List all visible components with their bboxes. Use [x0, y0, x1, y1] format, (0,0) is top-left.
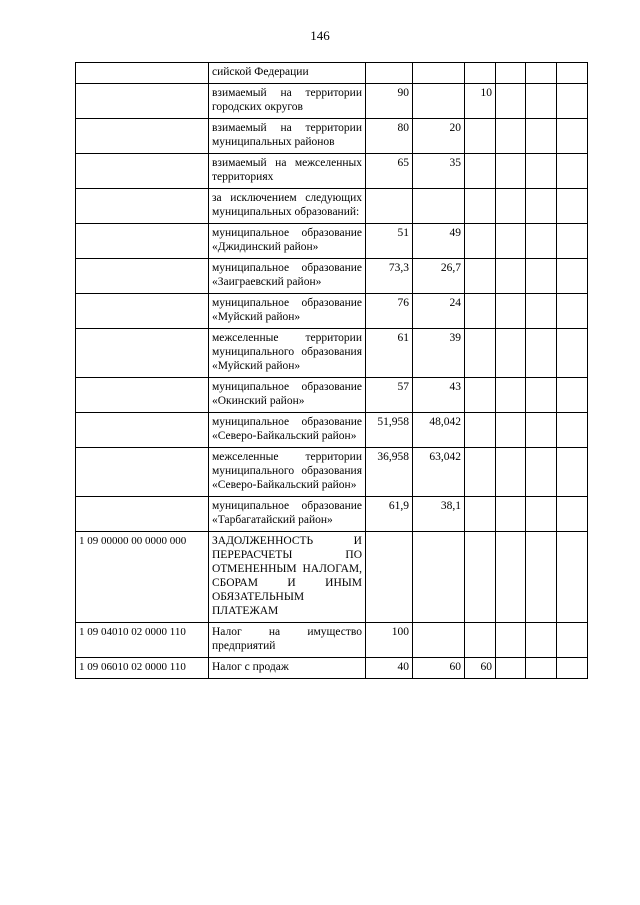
percent-cell	[526, 497, 557, 532]
table-row	[76, 413, 588, 448]
percent-cell	[557, 259, 588, 294]
revenue-name-cell: муниципальное образование «Северо-Байкальский район»	[209, 413, 366, 448]
percent-cell	[413, 189, 465, 224]
percent-cell	[557, 413, 588, 448]
revenue-name-cell: взимаемый на межселенных территориях	[209, 154, 366, 189]
percent-cell	[526, 154, 557, 189]
percent-cell	[366, 63, 413, 84]
percent-cell: 48,042	[413, 413, 465, 448]
percent-cell	[465, 259, 496, 294]
percent-cell	[496, 532, 526, 623]
table-row	[76, 294, 588, 329]
budget-code-cell	[76, 329, 209, 378]
percent-cell: 10	[465, 84, 496, 119]
percent-cell	[526, 448, 557, 497]
percent-cell	[465, 329, 496, 378]
percent-cell	[557, 119, 588, 154]
budget-code-cell	[76, 497, 209, 532]
percent-cell	[413, 532, 465, 623]
percent-cell: 24	[413, 294, 465, 329]
table-body	[76, 63, 588, 679]
percent-cell	[526, 623, 557, 658]
percent-cell	[557, 658, 588, 679]
percent-cell: 100	[366, 623, 413, 658]
percent-cell	[526, 224, 557, 259]
percent-cell	[496, 448, 526, 497]
percent-cell: 35	[413, 154, 465, 189]
percent-cell	[557, 84, 588, 119]
percent-cell: 60	[465, 658, 496, 679]
percent-cell	[526, 532, 557, 623]
revenue-name-cell: муниципальное образование «Тарбагатайский район»	[209, 497, 366, 532]
percent-cell	[465, 154, 496, 189]
revenue-name-cell: за исключением следующих муниципальных образований:	[209, 189, 366, 224]
percent-cell: 38,1	[413, 497, 465, 532]
percent-cell	[413, 623, 465, 658]
revenue-name-cell: муниципальное образование «Муйский район»	[209, 294, 366, 329]
percent-cell	[496, 259, 526, 294]
percent-cell	[526, 189, 557, 224]
percent-cell	[496, 413, 526, 448]
percent-cell	[557, 329, 588, 378]
percent-cell	[496, 658, 526, 679]
table-row	[76, 448, 588, 497]
percent-cell	[557, 63, 588, 84]
percent-cell	[465, 189, 496, 224]
percent-cell	[496, 119, 526, 154]
percent-cell	[557, 623, 588, 658]
percent-cell: 90	[366, 84, 413, 119]
percent-cell	[496, 224, 526, 259]
percent-cell	[465, 63, 496, 84]
table-row	[76, 224, 588, 259]
revenue-name-cell: муниципальное образование «Окинский район»	[209, 378, 366, 413]
percent-cell	[496, 623, 526, 658]
revenue-name-cell: взимаемый на территории муниципальных районов	[209, 119, 366, 154]
percent-cell	[557, 154, 588, 189]
percent-cell: 63,042	[413, 448, 465, 497]
percent-cell	[496, 154, 526, 189]
percent-cell	[465, 497, 496, 532]
percent-cell: 51,958	[366, 413, 413, 448]
percent-cell: 80	[366, 119, 413, 154]
percent-cell: 57	[366, 378, 413, 413]
percent-cell	[496, 294, 526, 329]
table-row	[76, 154, 588, 189]
budget-code-cell	[76, 448, 209, 497]
revenue-name-cell: ЗАДОЛЖЕННОСТЬ И ПЕРЕРАСЧЕТЫ ПО ОТМЕНЕННЫМ НАЛОГАМ, СБОРАМ И ИНЫМ ОБЯЗАТЕЛЬНЫМ ПЛАТЕЖАМ	[209, 532, 366, 623]
table-row	[76, 532, 588, 623]
percent-cell	[465, 413, 496, 448]
percent-cell: 61	[366, 329, 413, 378]
percent-cell	[526, 119, 557, 154]
percent-cell	[496, 497, 526, 532]
percent-cell	[557, 294, 588, 329]
table-row	[76, 259, 588, 294]
percent-cell	[526, 658, 557, 679]
percent-cell	[526, 294, 557, 329]
percent-cell	[557, 448, 588, 497]
percent-cell	[557, 224, 588, 259]
percent-cell	[557, 497, 588, 532]
percent-cell: 49	[413, 224, 465, 259]
percent-cell	[465, 119, 496, 154]
revenue-name-cell: межселенные территории муниципального образования «Северо-Байкальский район»	[209, 448, 366, 497]
percent-cell	[465, 623, 496, 658]
percent-cell	[413, 63, 465, 84]
percent-cell: 76	[366, 294, 413, 329]
budget-code-cell: 1 09 00000 00 0000 000	[76, 532, 209, 623]
percent-cell	[413, 84, 465, 119]
budget-code-cell: 1 09 04010 02 0000 110	[76, 623, 209, 658]
percent-cell: 43	[413, 378, 465, 413]
table-row	[76, 623, 588, 658]
percent-cell: 51	[366, 224, 413, 259]
percent-cell	[496, 378, 526, 413]
table-row	[76, 119, 588, 154]
table-row	[76, 378, 588, 413]
percent-cell	[496, 329, 526, 378]
revenue-name-cell: межселенные территории муниципального образования «Муйский район»	[209, 329, 366, 378]
revenue-name-cell: муниципальное образование «Заиграевский район»	[209, 259, 366, 294]
percent-cell: 36,958	[366, 448, 413, 497]
percent-cell	[465, 532, 496, 623]
revenue-distribution-table	[75, 62, 588, 679]
percent-cell	[465, 224, 496, 259]
table-row	[76, 189, 588, 224]
percent-cell	[496, 63, 526, 84]
budget-code-cell: 1 09 06010 02 0000 110	[76, 658, 209, 679]
table-row	[76, 658, 588, 679]
budget-code-cell	[76, 84, 209, 119]
revenue-name-cell: сийской Федерации	[209, 63, 366, 84]
budget-code-cell	[76, 63, 209, 84]
percent-cell: 60	[413, 658, 465, 679]
page-number: 146	[310, 28, 330, 43]
percent-cell	[465, 378, 496, 413]
budget-code-cell	[76, 413, 209, 448]
percent-cell	[526, 329, 557, 378]
percent-cell: 39	[413, 329, 465, 378]
revenue-name-cell: муниципальное образование «Джидинский район»	[209, 224, 366, 259]
percent-cell: 20	[413, 119, 465, 154]
revenue-name-cell: взимаемый на территории городских округов	[209, 84, 366, 119]
percent-cell	[526, 378, 557, 413]
percent-cell	[465, 294, 496, 329]
budget-code-cell	[76, 119, 209, 154]
percent-cell	[366, 189, 413, 224]
percent-cell: 26,7	[413, 259, 465, 294]
percent-cell: 61,9	[366, 497, 413, 532]
budget-code-cell	[76, 189, 209, 224]
table-row	[76, 497, 588, 532]
percent-cell	[526, 63, 557, 84]
budget-code-cell	[76, 224, 209, 259]
percent-cell	[496, 189, 526, 224]
budget-code-cell	[76, 378, 209, 413]
revenue-name-cell: Налог на имущество предприятий	[209, 623, 366, 658]
percent-cell: 73,3	[366, 259, 413, 294]
percent-cell	[526, 84, 557, 119]
percent-cell	[366, 532, 413, 623]
percent-cell	[496, 84, 526, 119]
percent-cell	[465, 448, 496, 497]
revenue-name-cell: Налог с продаж	[209, 658, 366, 679]
percent-cell	[526, 413, 557, 448]
table-row	[76, 329, 588, 378]
table-row	[76, 63, 588, 84]
percent-cell: 65	[366, 154, 413, 189]
budget-code-cell	[76, 154, 209, 189]
budget-code-cell	[76, 294, 209, 329]
budget-code-cell	[76, 259, 209, 294]
percent-cell	[557, 532, 588, 623]
percent-cell	[526, 259, 557, 294]
percent-cell: 40	[366, 658, 413, 679]
percent-cell	[557, 189, 588, 224]
percent-cell	[557, 378, 588, 413]
table-row	[76, 84, 588, 119]
